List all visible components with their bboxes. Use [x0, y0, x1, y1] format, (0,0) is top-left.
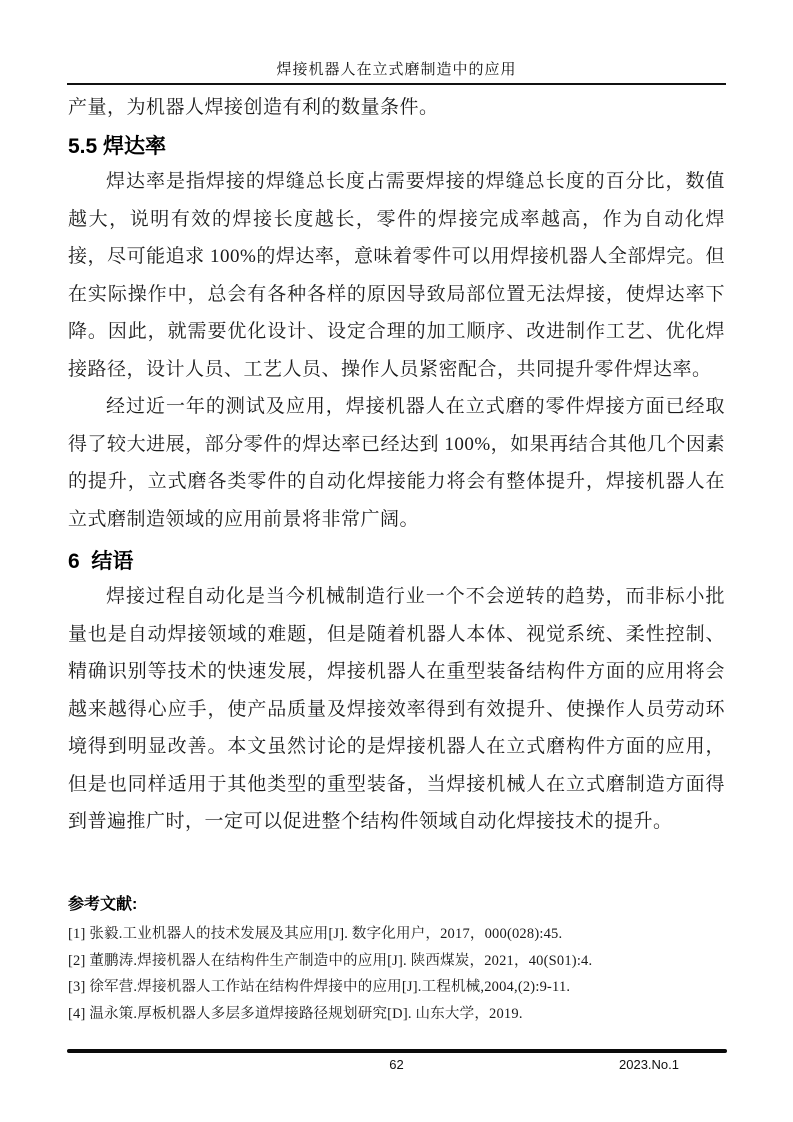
- section-heading-6: 6 结语: [68, 550, 134, 573]
- header-rule: [67, 83, 726, 85]
- references-section: [68, 893, 725, 1027]
- paragraph: 焊达率是指焊接的焊缝总长度占需要焊接的焊缝总长度的百分比，数值越大，说明有效的焊接长度越长，零件的焊接完成率越高，作为自动化焊接，尽可能追求 100%的焊达率，意味着零件可以用焊接机器人全部焊完。但在实际操作中，总会有各种各样的原因导致局部位置无法焊接，使焊达率下降。因此，就需要优化设计、设定合理的加工顺序、改进制作工艺、优化焊接路径，设计人员、工艺人员、操作人员紧密配合，共同提升零件焊达率。: [68, 171, 725, 380]
- footer-page-number: 62: [389, 1057, 404, 1072]
- section-heading-5-5: 5.5 焊达率: [68, 135, 167, 158]
- reference-list: [68, 921, 725, 1027]
- paragraph: 焊接过程自动化是当今机械制造行业一个不会逆转的趋势，而非标小批量也是自动焊接领域的难题，但是随着机器人本体、视觉系统、柔性控制、精确识别等技术的快速发展，焊接机器人在重型装备结构件方面的应用将会越来越得心应手，使产品质量及焊接效率得到有效提升、使操作人员劳动环境得到明显改善。本文虽然讨论的是焊接机器人在立式磨构件方面的应用，但是也同样适用于其他类型的重型装备，当焊接机械人在立式磨制造方面得到普遍推广时，一定可以促进整个结构件领域自动化焊接技术的提升。: [68, 586, 725, 832]
- reference-item: [1] 张毅.工业机器人的技术发展及其应用[J]. 数字化用户，2017，000(028):45.: [68, 926, 563, 942]
- reference-item: [3] 徐军营.焊接机器人工作站在结构件焊接中的应用[J].工程机械,2004,(2):9-11.: [68, 979, 571, 995]
- reference-item: [2] 董鹏涛.焊接机器人在结构件生产制造中的应用[J]. 陕西煤炭，2021，40(S01):4.: [68, 952, 593, 969]
- carryover-paragraph-line: 产量，为机器人焊接创造有利的数量条件。: [68, 97, 439, 118]
- running-title: 焊接机器人在立式磨制造中的应用: [276, 62, 517, 78]
- footer-rule: [67, 1049, 727, 1053]
- page-body: [68, 93, 725, 841]
- references-heading: 参考文献:: [68, 896, 138, 913]
- footer-issue-label: 2023.No.1: [619, 1057, 679, 1072]
- section-6-paragraphs: [68, 578, 725, 841]
- reference-item: [4] 温永策.厚板机器人多层多道焊接路径规划研究[D]. 山东大学，2019.: [68, 1005, 523, 1022]
- paragraph: 经过近一年的测试及应用，焊接机器人在立式磨的零件焊接方面已经取得了较大进展，部分零件的焊达率已经达到 100%，如果再结合其他几个因素的提升，立式磨各类零件的自动化焊接能力将会有整体提升，焊接机器人在立式磨制造领域的应用前景将非常广阔。: [68, 396, 725, 530]
- section-5-5-paragraphs: [68, 163, 725, 538]
